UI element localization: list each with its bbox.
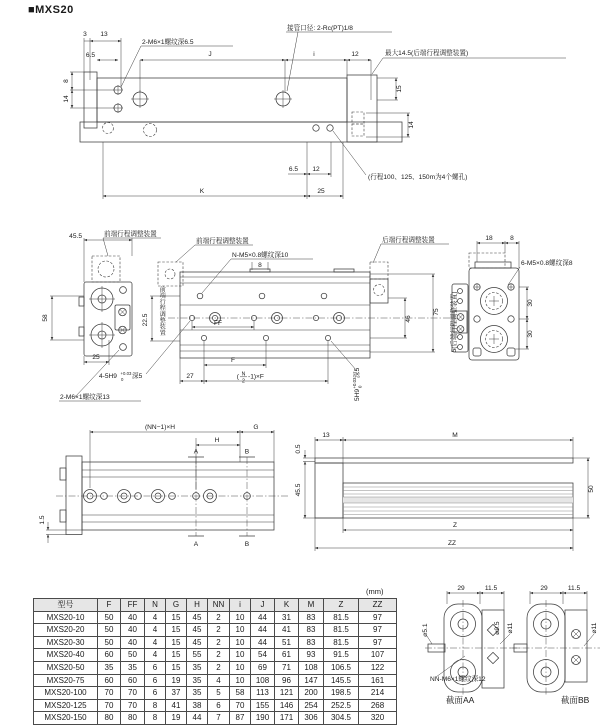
col-header-F: F [98, 599, 121, 612]
cell: 69 [251, 661, 275, 674]
cell: 83 [299, 611, 324, 624]
dim-14-left: 14 [63, 95, 70, 103]
cell: 41 [166, 699, 187, 712]
cell: 45 [187, 611, 208, 624]
cell-model: MXS20-30 [34, 636, 98, 649]
cell: 113 [251, 687, 275, 700]
cell-model: MXS20-125 [34, 699, 98, 712]
cell: 145.5 [324, 674, 359, 687]
cell: 8 [145, 699, 166, 712]
table-row [34, 661, 397, 674]
cell: 10 [230, 649, 251, 662]
dim-25-top-view: 25 [317, 188, 325, 195]
port-label: 接管口径: 2-Rc(PT)1/8 [287, 25, 353, 32]
table-header-row [34, 599, 397, 612]
cell: 10 [230, 624, 251, 637]
section-bb-view [510, 585, 600, 705]
profile-view [295, 432, 595, 551]
dim-50: 50 [588, 485, 595, 493]
cell: 41 [275, 624, 299, 637]
cell: 70 [230, 699, 251, 712]
dim-14-right: 14 [408, 121, 415, 129]
cell: 44 [251, 611, 275, 624]
page-title: ■MXS20 [28, 4, 74, 16]
cell: 51 [275, 636, 299, 649]
cell: 6 [208, 699, 230, 712]
dowel-tolerance-upper: +0.03 [120, 371, 132, 376]
dim-H: H [214, 437, 220, 444]
cell: 40 [121, 611, 145, 624]
cell: 8 [145, 712, 166, 725]
section-bb-caption: 截面BB [561, 695, 590, 705]
cell: 81.5 [324, 611, 359, 624]
cell: 44 [187, 712, 208, 725]
cell: 2 [208, 624, 230, 637]
cell: 15 [166, 611, 187, 624]
cell: 171 [275, 712, 299, 725]
cell-model: MXS20-20 [34, 624, 98, 637]
dim-F: F [230, 357, 236, 364]
section-aa-view [422, 585, 522, 705]
rear-adjuster-label: 后端行程调整装置 [382, 237, 435, 244]
table-row [34, 649, 397, 662]
col-header-M: M [299, 599, 324, 612]
dim-11-5-bb: 11.5 [567, 585, 581, 592]
dim-30-upper: 30 [527, 299, 534, 307]
cell: 108 [251, 674, 275, 687]
dim-3: 3 [83, 31, 87, 38]
dim-45-5: 45.5 [69, 233, 82, 240]
cell: 304.5 [324, 712, 359, 725]
cell: 2 [208, 611, 230, 624]
cell: 6 [145, 661, 166, 674]
dim-27: 27 [186, 373, 194, 380]
cell: 10 [230, 674, 251, 687]
dim-13-profile: 13 [322, 432, 330, 439]
dim-dia-11-aa: ⌀11 [507, 622, 514, 634]
dim-13: 13 [100, 31, 108, 38]
cell: 61 [275, 649, 299, 662]
cell: 60 [98, 649, 121, 662]
cell: 50 [98, 624, 121, 637]
cell: 254 [299, 699, 324, 712]
cell: 155 [251, 699, 275, 712]
dim-Z: Z [452, 522, 458, 529]
cell: 2 [208, 649, 230, 662]
dim-dia-11-bb: ⌀11 [591, 622, 598, 634]
pitch-numerator: N [241, 371, 246, 378]
dim-J: J [208, 51, 212, 58]
cell-model: MXS20-10 [34, 611, 98, 624]
section-mark-A-bottom: A [193, 541, 199, 548]
cell: 268 [359, 699, 397, 712]
col-header-NN: NN [208, 599, 230, 612]
table-row [34, 699, 397, 712]
cell: 10 [230, 661, 251, 674]
dim-46: 46 [405, 315, 412, 323]
col-header-model: 型号 [34, 599, 98, 612]
cell: 10 [230, 611, 251, 624]
cell: 7 [208, 712, 230, 725]
section-aa-caption: 截面AA [446, 695, 475, 705]
cell: 35 [187, 687, 208, 700]
cell: 306 [299, 712, 324, 725]
cell: 71 [275, 661, 299, 674]
dim-58: 58 [42, 314, 49, 322]
table-row [34, 712, 397, 725]
cell: 83 [299, 624, 324, 637]
pitch-denominator: 2 [242, 378, 245, 385]
cell: 54 [251, 649, 275, 662]
cell: 45 [187, 636, 208, 649]
cell: 70 [98, 699, 121, 712]
cell: 320 [359, 712, 397, 725]
top-plan-view [63, 23, 566, 199]
right-end-view [452, 235, 573, 360]
dim-11-5-aa: 11.5 [484, 585, 498, 592]
cell: 198.5 [324, 687, 359, 700]
cell: 15 [166, 636, 187, 649]
front-adjuster-vertical-label: 前端行程调整装置 [158, 286, 166, 336]
cell: 70 [121, 687, 145, 700]
cell: 60 [121, 674, 145, 687]
col-header-G: G [166, 599, 187, 612]
side-view [99, 235, 458, 401]
cell: 161 [359, 674, 397, 687]
dim-12-bottom: 12 [312, 166, 320, 173]
cell: 50 [98, 636, 121, 649]
dowel1-label: 5H9 [354, 388, 361, 401]
dim-8-end-view: 8 [510, 235, 514, 242]
cell: 35 [98, 661, 121, 674]
dim-dia-5-1: ⌀5.1 [422, 623, 429, 637]
col-header-H: H [187, 599, 208, 612]
cell: 45 [187, 624, 208, 637]
cell: 214 [359, 687, 397, 700]
cell: 97 [359, 624, 397, 637]
cell: 58 [230, 687, 251, 700]
stroke-note: (行程100、125、150m为4个螺孔) [368, 174, 468, 181]
bottom-side-view [39, 424, 290, 548]
cell: 106.5 [324, 661, 359, 674]
dim-G: G [253, 424, 259, 431]
cell: 190 [251, 712, 275, 725]
dowel1-tolerance-lower: 0 [357, 385, 363, 388]
cell: 87 [230, 712, 251, 725]
dim-8-left: 8 [63, 79, 70, 83]
col-header-ZZ: ZZ [359, 599, 397, 612]
table-row [34, 687, 397, 700]
col-header-J: J [251, 599, 275, 612]
cell: 147 [299, 674, 324, 687]
dim-8-side: 8 [258, 262, 262, 269]
dim-25-left-view: 25 [92, 354, 100, 361]
cell: 97 [359, 611, 397, 624]
cell: 40 [121, 624, 145, 637]
cell: 4 [208, 674, 230, 687]
table-row [34, 611, 397, 624]
cell: 200 [299, 687, 324, 700]
cell-model: MXS20-100 [34, 687, 98, 700]
cell: 19 [166, 712, 187, 725]
cell: 91.5 [324, 649, 359, 662]
cell: 2 [208, 636, 230, 649]
front-adjuster-label-side-view: 前端行程调整装置 [196, 238, 249, 245]
cell: 50 [121, 649, 145, 662]
cell: 2 [208, 661, 230, 674]
section-mark-A-top: A [193, 448, 199, 456]
cell: 146 [275, 699, 299, 712]
cell-model: MXS20-75 [34, 674, 98, 687]
cell: 97 [359, 636, 397, 649]
cell: 4 [145, 636, 166, 649]
dim-45-5-profile: 45.5 [295, 483, 302, 497]
pitch-close: -1)×F [248, 373, 264, 381]
cell: 35 [121, 661, 145, 674]
col-header-i: i [230, 599, 251, 612]
dim-i: i [313, 51, 315, 58]
dim-22-5: 22.5 [142, 313, 149, 327]
thread-label-top: 2-M6×1螺纹深6.5 [142, 39, 194, 46]
cell: 19 [166, 674, 187, 687]
dim-29-bb: 29 [540, 585, 548, 592]
cell: 6 [145, 674, 166, 687]
unit-label: (mm) [366, 587, 384, 596]
cell: 252.5 [324, 699, 359, 712]
pitch-open: ( [236, 373, 239, 381]
dim-0-5: 0.5 [295, 444, 302, 454]
col-header-N: N [145, 599, 166, 612]
dim-30-lower: 30 [527, 330, 534, 338]
thread-label-left-view: 2-M6×1螺纹深13 [60, 394, 110, 401]
dim-15: 15 [396, 85, 403, 93]
table-row [34, 636, 397, 649]
section-mark-B-top: B [244, 448, 250, 456]
cell: 83 [299, 636, 324, 649]
cell: 5 [208, 687, 230, 700]
cell: 55 [187, 649, 208, 662]
cell: 15 [166, 649, 187, 662]
cell: 40 [121, 636, 145, 649]
cell: 31 [275, 611, 299, 624]
dim-12-top: 12 [351, 51, 359, 58]
cell: 121 [275, 687, 299, 700]
cell-model: MXS20-40 [34, 649, 98, 662]
cell: 122 [359, 661, 397, 674]
dowel4-depth: 深5 [132, 373, 143, 380]
max-stroke-label: 最大14.5(后端行程调整装置) [385, 50, 469, 57]
dowel4-label: 4-5H9 [99, 373, 117, 380]
cell: 70 [98, 687, 121, 700]
cell: 107 [359, 649, 397, 662]
cell: 38 [187, 699, 208, 712]
dimension-table [33, 598, 397, 725]
cell: 15 [166, 661, 187, 674]
cell: 108 [299, 661, 324, 674]
dim-M: M [452, 432, 458, 439]
cell: 35 [187, 674, 208, 687]
cell: 4 [145, 611, 166, 624]
dowel1-depth: 深5 [354, 367, 361, 378]
col-header-K: K [275, 599, 299, 612]
dim-ZZ: ZZ [447, 540, 457, 547]
cell: 96 [275, 674, 299, 687]
cell: 81.5 [324, 624, 359, 637]
dowel-tolerance-lower: 0 [121, 377, 124, 382]
dim-1-5: 1.5 [39, 515, 46, 525]
cell: 37 [166, 687, 187, 700]
thread-label-aa: NN-M6×1螺纹深12 [430, 676, 486, 683]
section-mark-B-bottom: B [244, 541, 250, 548]
table-row [34, 674, 397, 687]
cell: 80 [98, 712, 121, 725]
cell-model: MXS20-150 [34, 712, 98, 725]
front-adjuster-label-left-view: 前端行程调整装置 [104, 231, 157, 238]
dim-FF: FF [213, 320, 223, 327]
cell: 44 [251, 636, 275, 649]
col-header-Z: Z [324, 599, 359, 612]
cell: 60 [98, 674, 121, 687]
dim-6-5-top: 6.5 [85, 52, 95, 59]
cell: 44 [251, 624, 275, 637]
cell: 80 [121, 712, 145, 725]
dim-nn-pitch: (NN−1)×H [144, 424, 176, 431]
table-row [34, 624, 397, 637]
cell: 70 [121, 699, 145, 712]
thread-label-end-view: 6-M5×0.8螺纹深8 [521, 260, 573, 267]
cell: 4 [145, 624, 166, 637]
cell: 93 [299, 649, 324, 662]
dim-dia-9-5: ⌀9.5 [494, 621, 501, 635]
cell: 4 [145, 649, 166, 662]
col-header-FF: FF [121, 599, 145, 612]
dowel1-tolerance-upper: +0.03 [352, 377, 357, 389]
cell: 35 [187, 661, 208, 674]
dim-18: 18 [485, 235, 493, 242]
cell: 10 [230, 636, 251, 649]
thread-label-side-view: N-M5×0.8螺纹深10 [232, 252, 289, 259]
cell-model: MXS20-50 [34, 661, 98, 674]
dim-75: 75 [433, 308, 440, 316]
cell: 50 [98, 611, 121, 624]
rear-clearance-label: 5(后端行程调整装置) [451, 291, 458, 353]
dim-K: K [199, 188, 205, 195]
dim-29-aa: 29 [457, 585, 465, 592]
cell: 6 [145, 687, 166, 700]
cell: 15 [166, 624, 187, 637]
dim-6-5-bottom: 6.5 [288, 166, 298, 173]
cell: 81.5 [324, 636, 359, 649]
